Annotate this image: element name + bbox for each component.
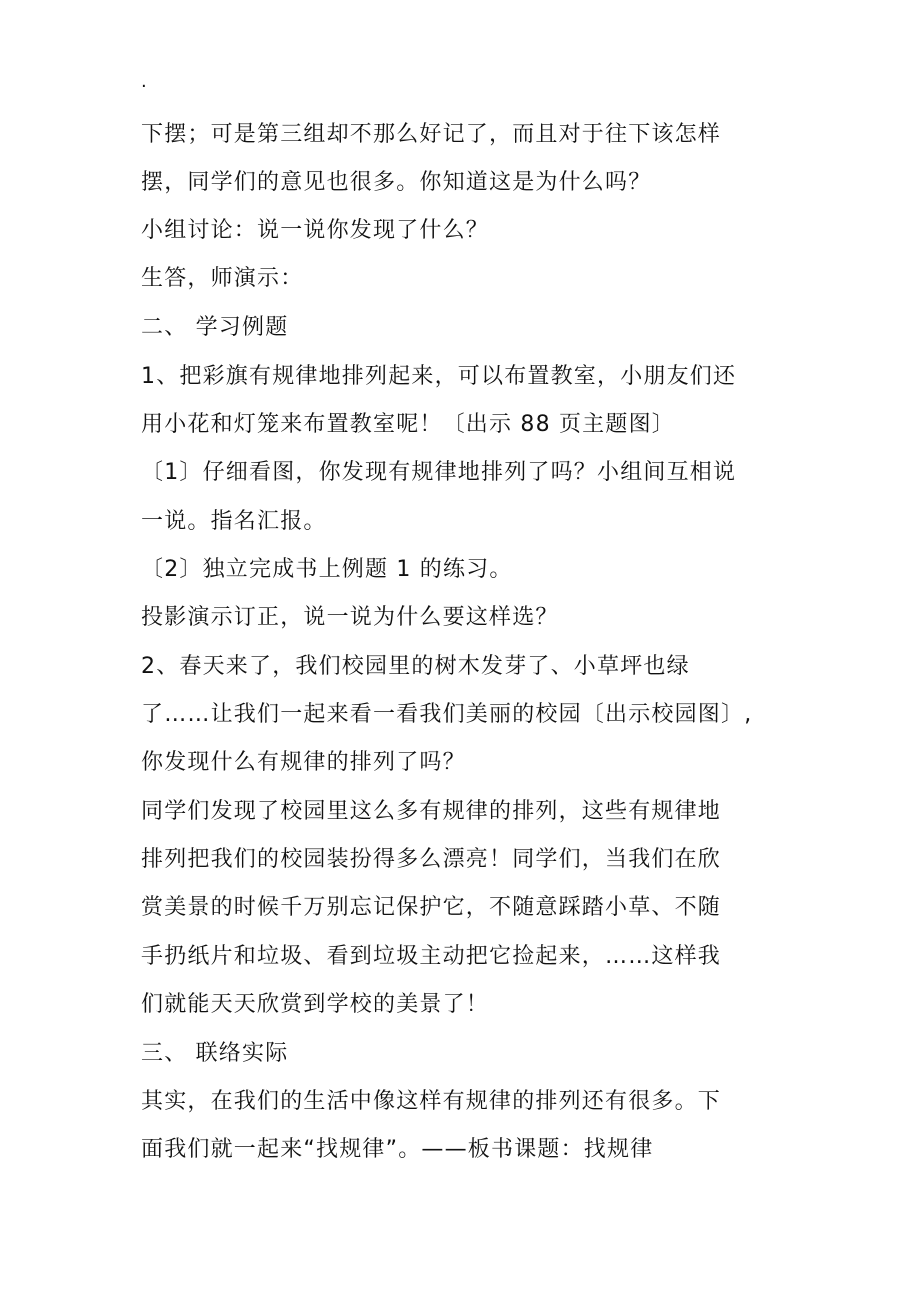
text-line: 小组讨论：说一说你发现了什么？: [141, 218, 490, 243]
text-line: 面我们就一起来“找规律”。——板书课题：找规律: [141, 1137, 654, 1162]
text-line: 们就能天天欣赏到学校的美景了！: [141, 992, 490, 1017]
text-line: 1、把彩旗有规律地排列起来，可以布置教室，小朋友们还: [141, 364, 737, 389]
text-line: 投影演示订正，说一说为什么要这样选？: [141, 605, 559, 630]
text-line: 排列把我们的校园装扮得多么漂亮！同学们，当我们在欣: [141, 847, 722, 872]
text-line: 一说。指名汇报。: [141, 509, 327, 534]
text-line: 〔1〕仔细看图，你发现有规律地排列了吗？小组间互相说: [141, 460, 737, 485]
text-line: 其实，在我们的生活中像这样有规律的排列还有很多。下: [141, 1089, 722, 1114]
section-heading: 三、 联络实际: [141, 1041, 289, 1066]
page-mark: .: [141, 71, 147, 92]
text-line: 用小花和灯笼来布置教室呢！〔出示 88 页主题图〕: [141, 412, 675, 437]
text-line: 手扔纸片和垃圾、看到垃圾主动把它捡起来，……这样我: [141, 944, 722, 969]
text-line: 同学们发现了校园里这么多有规律的排列，这些有规律地: [141, 799, 722, 824]
text-line: 摆，同学们的意见也很多。你知道这是为什么吗？: [141, 170, 652, 195]
text-line: 下摆；可是第三组却不那么好记了，而且对于往下该怎样: [141, 122, 722, 147]
text-line: 2、春天来了，我们校园里的树木发芽了、小草坪也绿: [141, 654, 690, 679]
text-line: 你发现什么有规律的排列了吗？: [141, 750, 466, 775]
section-heading: 二、 学习例题: [141, 315, 289, 340]
text-line: 〔2〕独立完成书上例题 1 的练习。: [141, 557, 513, 582]
text-line: 生答，师演示：: [141, 266, 304, 291]
text-line: 了……让我们一起来看一看我们美丽的校园〔出示校园图〕,: [141, 702, 753, 727]
text-line: 赏美景的时候千万别忘记保护它，不随意踩踏小草、不随: [141, 895, 722, 920]
